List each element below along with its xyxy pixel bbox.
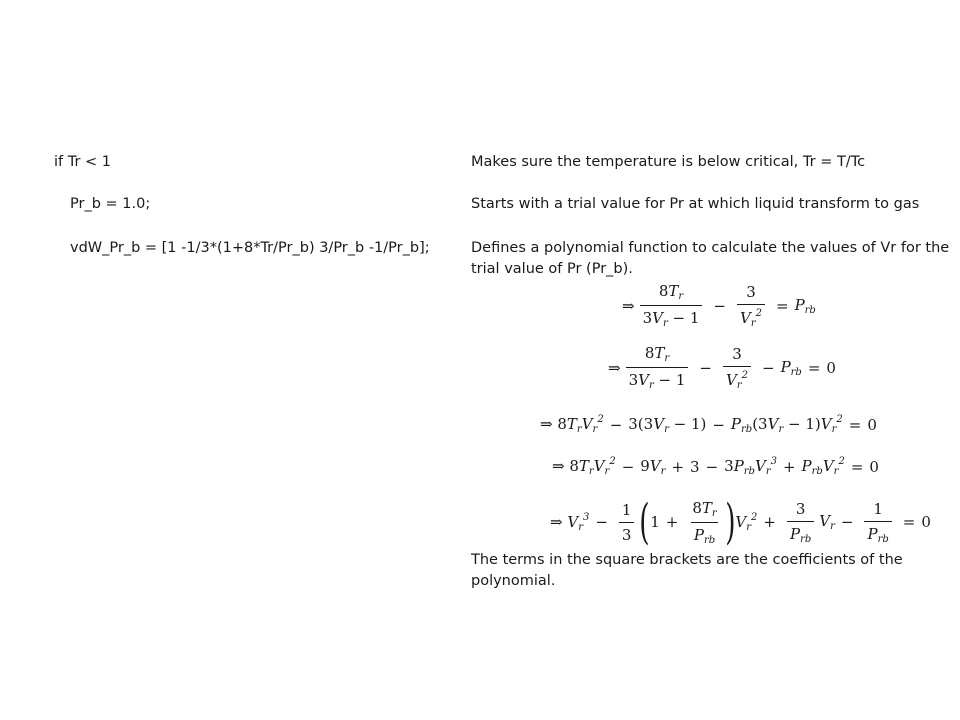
code-line-if: if Tr < 1 <box>54 154 112 170</box>
code-line-pr-b: Pr_b = 1.0; <box>70 196 151 212</box>
equation-4: ⇒ $8T_rV_r^2$ − $9V_r$ + 3 − $3P_{rb}V_r^3$ + $P_{rb}V_r^2$ = 0 <box>552 456 879 477</box>
equation-3: ⇒ $8T_rV_r^2$ − $3(3V_r - 1)$ − $P_{rb}(3V_r - 1)V_r^2$ = 0 <box>540 414 877 435</box>
note-trial-value: Starts with a trial value for Pr at which liquid transform to gas <box>471 196 920 212</box>
equation-1: ⇒ $\frac{8T_r}{3V_r - 1}$ − $\frac{3}{V_r^2}$ = $P_{rb}$ <box>622 282 816 329</box>
note-temperature-check: Makes sure the temperature is below critical, Tr = T/Tc <box>471 154 866 170</box>
note-polynomial-definition: Defines a polynomial function to calculate the values of Vr for the trial value of Pr (Pr_b). <box>471 240 950 277</box>
equation-5: ⇒ $V_r^3$ − $\frac{1}{3}$ ( 1 + $\frac{8T_r}{P_{rb}}$ ) $V_r^2$ + $\frac{3}{P_{rb}}$ $V_r$ − $\frac{1}{P_{rb}}$ = 0 <box>550 494 931 550</box>
note-coefficients: The terms in the square brackets are the coefficients of the polynomial. <box>471 552 903 589</box>
code-line-vdw-pr-b: vdW_Pr_b = [1 -1/3*(1+8*Tr/Pr_b) 3/Pr_b -1/Pr_b]; <box>70 240 430 256</box>
equation-2: ⇒ $\frac{8T_r}{3V_r - 1}$ − $\frac{3}{V_r^2}$ − $P_{rb}$ = 0 <box>608 344 836 391</box>
